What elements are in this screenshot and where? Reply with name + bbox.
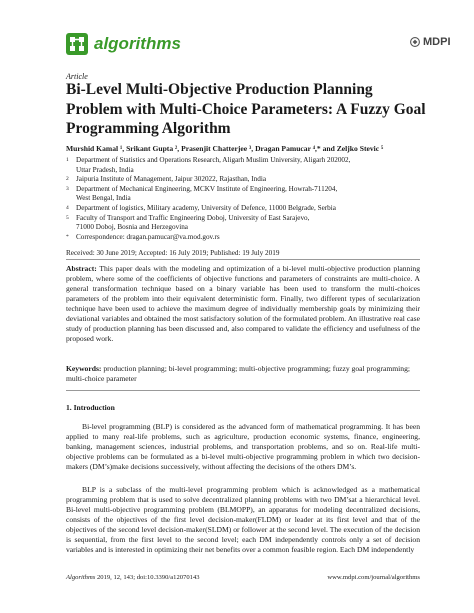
affiliation-item — [66, 204, 396, 214]
publisher-name: MDPI — [423, 36, 451, 48]
correspondence-mark: * — [66, 233, 69, 240]
affiliation-text: Department of Statistics and Operations Research, Aligarh Muslim University, Aligarh 202002, Uttar Pradesh, India — [76, 156, 351, 174]
article-title: Bi-Level Multi-Objective Production Planning Problem with Multi-Choice Parameters: A Fuzzy Goal Programming Algorithm — [66, 81, 426, 137]
divider-bottom — [66, 390, 420, 391]
correspondence-item — [66, 233, 396, 243]
affiliation-mark: 4 — [66, 204, 69, 211]
abstract — [66, 264, 420, 344]
keywords-text: production planning; bi-level programming; multi-objective programming; fuzzy goal programming; multi-choice parameter — [66, 364, 410, 384]
footer-citation — [66, 574, 200, 581]
footer-url[interactable]: www.mdpi.com/journal/algorithms — [327, 574, 420, 581]
affiliation-mark: 1 — [66, 157, 69, 163]
affiliation-mark: 5 — [66, 214, 69, 221]
affiliation-text: Jaipuria Institute of Management, Jaipur 302022, Rajasthan, India — [76, 175, 267, 184]
affiliation-item — [66, 185, 396, 204]
publisher-logo[interactable] — [410, 36, 451, 48]
body-paragraph: BLP is a subclass of the multi-level programming problem which is acknowledged as a mathematical programming problem that is used to solve decentralized planning problems with two DM’sat a hierarchical level. Bi-level multi-objective programming problem (BLMOPP), an apparatus for modeling decentralized decisions, consists of the objectives of the first level decision-maker(FLDM) or leader at its first level and that of the objectives of the second level decision-maker(SLDM) or follower at the second level. The execution of the decision is sequential, from the first level to the second level; each DM independently controls only a set of decision variables and is interested in optimizing their net benefits over a common feasible region. Each DM independently — [66, 485, 420, 555]
article-type: Article — [66, 72, 88, 81]
journal-name: algorithms — [94, 34, 181, 53]
affiliation-list — [66, 156, 396, 242]
affiliation-text: Department of logistics, Military academy, University of Defence, 11000 Belgrade, Serbia — [76, 203, 336, 212]
footer-doi: 2019, 12, 143; doi:10.3390/a12070143 — [96, 574, 200, 581]
publication-dates: Received: 30 June 2019; Accepted: 16 July 2019; Published: 19 July 2019 — [66, 249, 280, 257]
abstract-text: This paper deals with the modeling and optimization of a bi-level multi-objective production planning problem, where some of the coefficients of objective functions and parameters of constraints are multi-choice. A general transformation technique based on a binary variable has been used to transform the multi-choices parameters of the problem into their equivalent deterministic form. Finally, two different types of secularization technique have been used to achieve the maximum degree of individually membership goals by minimizing their deviational variables and obtained the most satisfactory solution of the formulated problem. An illustrative real case study of production planning has been discussed and, also compared to validate the efficiency and usefulness of the proposed work. — [66, 264, 420, 344]
affiliation-mark: 3 — [66, 185, 69, 192]
page-footer — [66, 574, 420, 581]
affiliation-mark: 2 — [66, 176, 69, 183]
author-list: Murshid Kamal ¹, Srikant Gupta ², Prasenjit Chatterjee ³, Dragan Pamucar ⁴,* and Zeljko Stevic ⁵ — [66, 144, 384, 153]
divider-top — [66, 259, 420, 260]
affiliation-text: Faculty of Transport and Traffic Engineering Doboj, University of East Sarajevo, 71000 Doboj, Bosnia and Herzegovina — [76, 213, 310, 232]
correspondence-text[interactable]: Correspondence: dragan.pamucar@va.mod.gov.rs — [76, 232, 220, 241]
body-paragraph: Bi-level programming (BLP) is considered as the advanced form of mathematical programming. It has been applied to many real-life problems, such as agriculture, production economic systems, finance, engineering, banking, management sciences, industrial problems, and transportation problems, and so on. Real-life multi-objective problems can be formulated as a bi-level multi-objective programming problem in which two decision-makers (DM’s)make decisions successively, without affecting the decisions of the others DM’s. — [66, 422, 420, 472]
keywords — [66, 364, 420, 384]
mdpi-mark-icon — [410, 37, 420, 47]
affiliation-item — [66, 156, 396, 175]
footer-journal: Algorithms — [66, 574, 96, 581]
algorithms-logo-icon — [66, 33, 88, 55]
section-heading: 1. Introduction — [66, 403, 115, 412]
affiliation-item — [66, 214, 396, 233]
affiliation-text: Department of Mechanical Engineering, MCKV Institute of Engineering, Howrah-711204, West Bengal, India — [76, 184, 338, 203]
affiliation-item — [66, 175, 396, 185]
abstract-label: Abstract: — [66, 264, 97, 273]
journal-logo[interactable] — [66, 33, 181, 55]
keywords-label: Keywords: — [66, 364, 102, 373]
